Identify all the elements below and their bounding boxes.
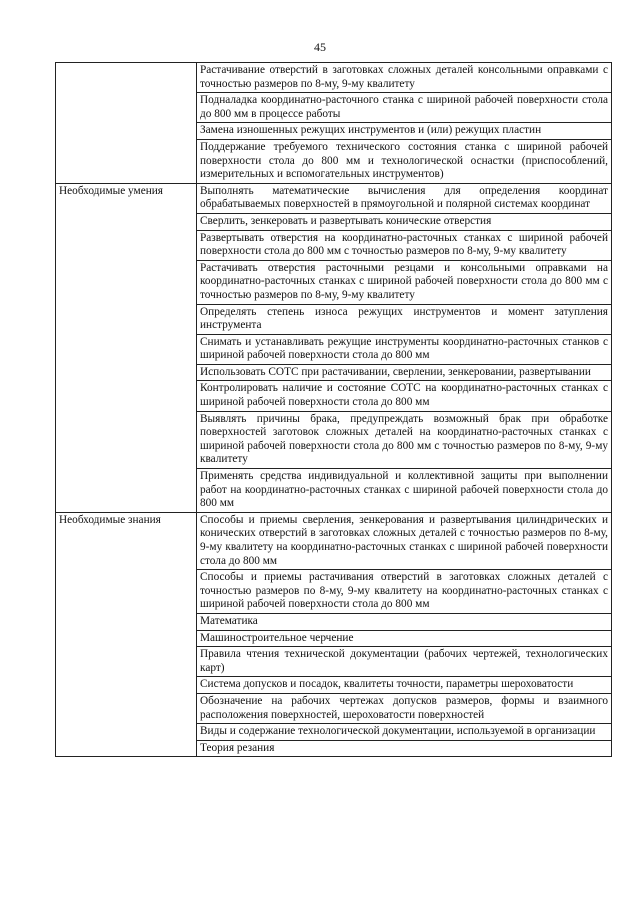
- qualification-table: [55, 62, 612, 757]
- requirement-item: Снимать и устанавливать режущие инструменты координатно-расточных станков с шириной рабочей поверхности стола до 800 мм: [197, 334, 612, 364]
- requirement-item: Виды и содержание технологической документации, используемой в организации: [197, 724, 612, 741]
- requirement-item: Математика: [197, 613, 612, 630]
- requirement-item: Замена изношенных режущих инструментов и (или) режущих пластин: [197, 123, 612, 140]
- requirement-item: Правила чтения технической документации (рабочих чертежей, технологических карт): [197, 647, 612, 677]
- requirement-item: Растачивание отверстий в заготовках сложных деталей консольными оправками с точностью размеров по 8-му, 9-му квалитету: [197, 63, 612, 93]
- requirement-item: Способы и приемы растачивания отверстий в заготовках сложных деталей с точностью размеров по 8-му, 9-му квалитету на координатно-расточных станках с шириной рабочей поверхности стола до 800 мм: [197, 570, 612, 614]
- requirement-item: Система допусков и посадок, квалитеты точности, параметры шероховатости: [197, 677, 612, 694]
- requirement-item: Подналадка координатно-расточного станка с шириной рабочей поверхности стола до 800 мм в процессе работы: [197, 93, 612, 123]
- requirement-item: Выявлять причины брака, предупреждать возможный брак при обработке поверхностей заготовок сложных деталей на координатно-расточных станках с шириной рабочей поверхности стола до 800 мм с точностью размеров по 8-му, 9-му квалитету: [197, 411, 612, 468]
- requirement-item: Растачивать отверстия расточными резцами и консольными оправками на координатно-расточных станках с шириной рабочей поверхности стола до 800 мм с точностью размеров по 8-му, 9-му квалитету: [197, 260, 612, 304]
- requirement-item: Машиностроительное черчение: [197, 630, 612, 647]
- requirement-item: Применять средства индивидуальной и коллективной защиты при выполнении работ на координатно-расточных станках с шириной рабочей поверхности стола до 800 мм: [197, 469, 612, 513]
- section-label: Необходимые знания: [56, 512, 197, 757]
- table-row: [56, 63, 612, 93]
- requirement-item: Обозначение на рабочих чертежах допусков размеров, формы и взаимного расположения поверхностей, шероховатости поверхностей: [197, 693, 612, 723]
- section-label: [56, 63, 197, 184]
- requirement-item: Использовать СОТС при растачивании, сверлении, зенкеровании, развертывании: [197, 364, 612, 381]
- requirement-item: Контролировать наличие и состояние СОТС на координатно-расточных станках с шириной рабочей поверхности стола до 800 мм: [197, 381, 612, 411]
- page-number: 45: [314, 40, 326, 54]
- table-row: [56, 512, 612, 569]
- table-body: [56, 63, 612, 757]
- requirement-item: Теория резания: [197, 740, 612, 757]
- requirement-item: Поддержание требуемого технического состояния станка с шириной рабочей поверхности стола до 800 мм и технологической оснастки (приспособлений, измерительных и вспомогательных инструментов): [197, 139, 612, 183]
- requirement-item: Сверлить, зенкеровать и развертывать конические отверстия: [197, 213, 612, 230]
- table-row: [56, 183, 612, 213]
- requirement-item: Определять степень износа режущих инструментов и момент затупления инструмента: [197, 304, 612, 334]
- requirement-item: Развертывать отверстия на координатно-расточных станках с шириной рабочей поверхности стола до 800 мм с точностью размеров по 8-му, 9-му квалитету: [197, 230, 612, 260]
- requirement-item: Выполнять математические вычисления для определения координат обрабатываемых поверхностей в прямоугольной и полярной системах координат: [197, 183, 612, 213]
- requirement-item: Способы и приемы сверления, зенкерования и развертывания цилиндрических и конических отверстий в заготовках сложных деталей с точностью размеров по 8-му, 9-му квалитету на координатно-расточных станках с шириной рабочей поверхности стола до 800 мм: [197, 512, 612, 569]
- section-label: Необходимые умения: [56, 183, 197, 512]
